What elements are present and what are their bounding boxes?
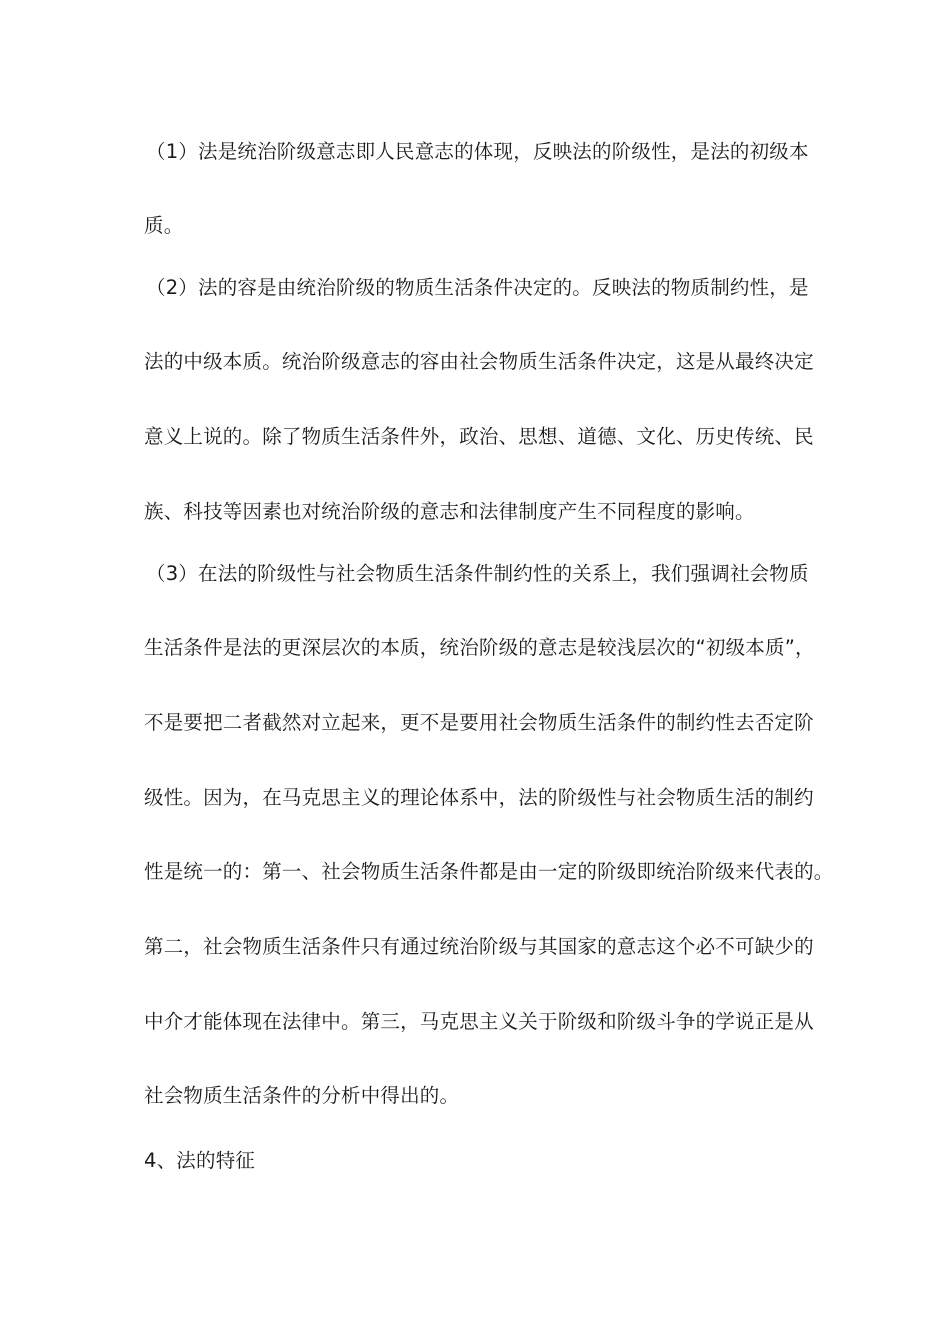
paragraph-2-line-3: 意义上说的。除了物质生活条件外，政治、思想、道德、文化、历史传统、民 [144,425,814,448]
paragraph-3-line-1: （3）在法的阶级性与社会物质生活条件制约性的关系上，我们强调社会物质 [146,562,809,585]
paragraph-3-line-5: 性是统一的：第一、社会物质生活条件都是由一定的阶级即统治阶级来代表的。 [144,860,834,883]
paragraph-2-line-2: 法的中级本质。统治阶级意志的容由社会物质生活条件决定，这是从最终决定 [144,350,814,373]
paragraph-3-line-7: 中介才能体现在法律中。第三，马克思主义关于阶级和阶级斗争的学说正是从 [144,1010,814,1033]
paragraph-3-line-2: 生活条件是法的更深层次的本质，统治阶级的意志是较浅层次的“初级本质”， [144,636,815,659]
section-heading: 4、法的特征 [144,1149,256,1172]
paragraph-3-line-8: 社会物质生活条件的分析中得出的。 [144,1084,460,1107]
paragraph-2-line-1: （2）法的容是由统治阶级的物质生活条件决定的。反映法的物质制约性，是 [146,276,809,299]
paragraph-2-line-4: 族、科技等因素也对统治阶级的意志和法律制度产生不同程度的影响。 [144,500,755,523]
paragraph-3-line-6: 第二，社会物质生活条件只有通过统治阶级与其国家的意志这个必不可缺少的 [144,935,814,958]
paragraph-1-line-2: 质。 [144,214,184,237]
paragraph-3-line-3: 不是要把二者截然对立起来，更不是要用社会物质生活条件的制约性去否定阶 [144,711,814,734]
paragraph-1-line-1: （1）法是统治阶级意志即人民意志的体现，反映法的阶级性，是法的初级本 [146,140,809,163]
paragraph-3-line-4: 级性。因为，在马克思主义的理论体系中，法的阶级性与社会物质生活的制约 [144,786,814,809]
